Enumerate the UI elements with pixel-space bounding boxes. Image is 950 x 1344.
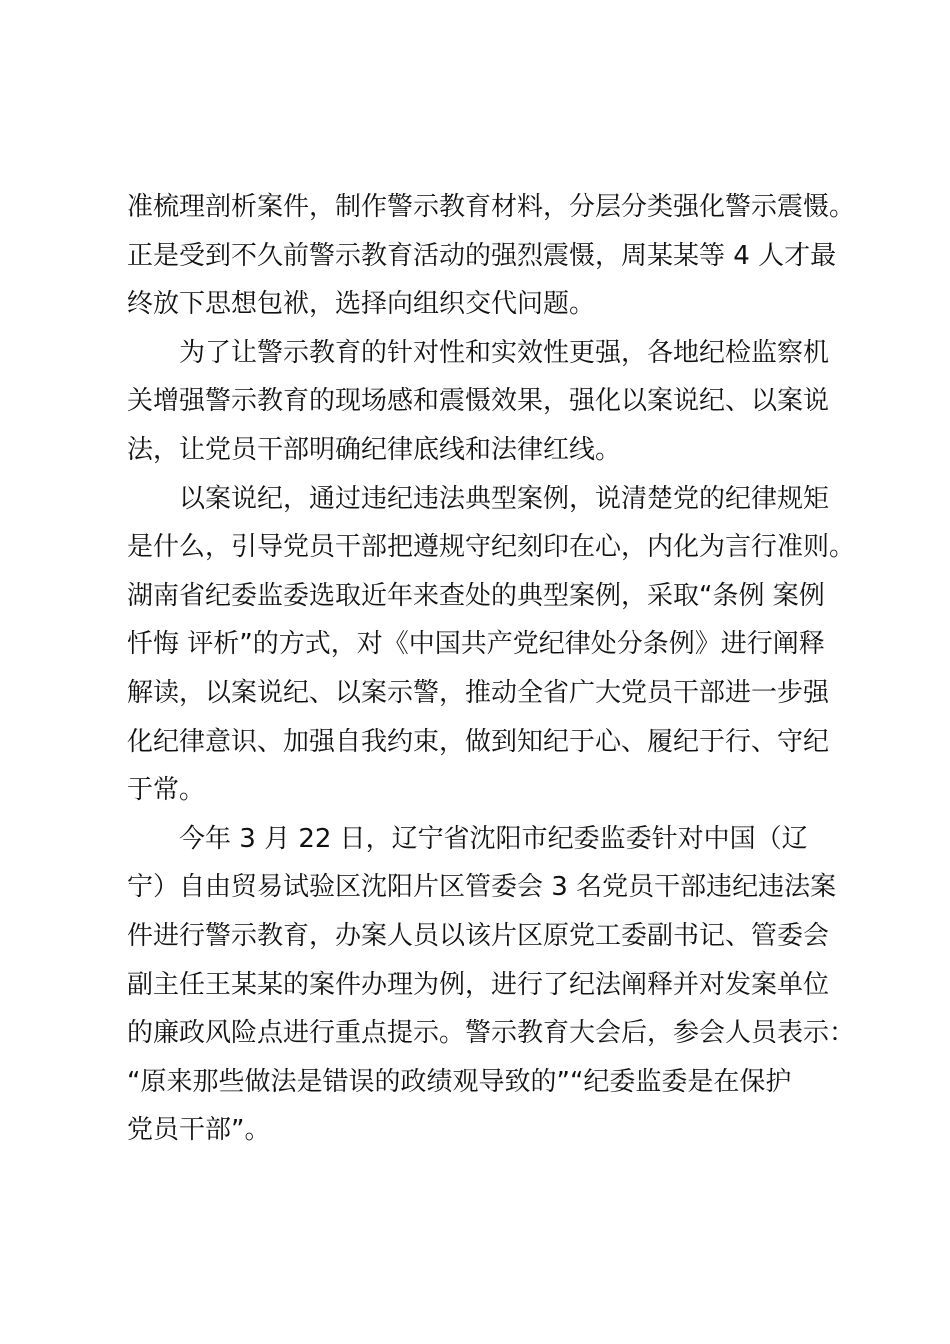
body-text [127,183,857,1155]
text-line: 件进行警示教育，办案人员以该片区原党工委副书记、管委会 [127,920,830,951]
text-line: 的廉政风险点进行重点提示。警示教育大会后，参会人员表示： [127,1018,856,1049]
text-line: “原来那些做法是错误的政绩观导致的”“纪委监委是在保护 [127,1066,792,1097]
text-line: 今年 3 月 22 日，辽宁省沈阳市纪委监委针对中国（辽 [127,823,808,854]
text-line: 湖南省纪委监委选取近年来查处的典型案例，采取“条例 案例 [127,580,825,611]
text-line: 化纪律意识、加强自我约束，做到知纪于心、履纪于行、守纪 [127,726,830,757]
text-line: 正是受到不久前警示教育活动的强烈震慑，周某某等 4 人才最 [127,240,837,271]
text-line: 党员干部”。 [127,1115,271,1146]
text-line: 终放下思想包袱，选择向组织交代问题。 [127,289,596,320]
text-line: 法，让党员干部明确纪律底线和法律红线。 [127,434,622,465]
text-line: 是什么，引导党员干部把遵规守纪刻印在心，内化为言行准则。 [127,532,856,563]
text-line: 副主任王某某的案件办理为例，进行了纪法阐释并对发案单位 [127,969,830,1000]
text-line: 于常。 [127,775,206,806]
text-line: 忏悔 评析”的方式，对《中国共产党纪律处分条例》进行阐释 [127,629,825,660]
text-line: 为了让警示教育的针对性和实效性更强，各地纪检监察机 [127,337,830,368]
text-line: 关增强警示教育的现场感和震慑效果，强化以案说纪、以案说 [127,386,830,417]
text-line: 准梳理剖析案件，制作警示教育材料，分层分类强化警示震慑。 [127,192,856,222]
text-line: 解读，以案说纪、以案示警，推动全省广大党员干部进一步强 [127,677,830,708]
text-line: 以案说纪，通过违纪违法典型案例，说清楚党的纪律规矩 [127,483,830,514]
text-line: 宁）自由贸易试验区沈阳片区管委会 3 名党员干部违纪违法案 [127,872,837,903]
